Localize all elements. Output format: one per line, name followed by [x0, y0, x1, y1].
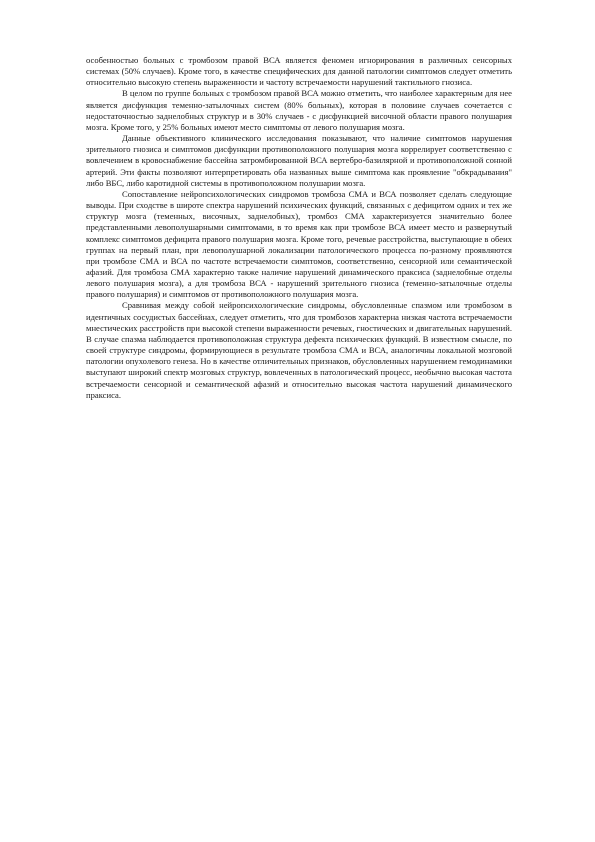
paragraph-3: Данные объективного клинического исследования показывают, что наличие симптомов нарушения зрительного гнозиса и симптомов дисфункции противоположного полушария мозга коррелирует соответственно с вовлечением в кровоснабжение бассейна затромбированной ВСА вертебро-базилярной и противоположной сонной артерий. Эти факты позволяют интерпретировать оба названных выше симптома как проявление "обкрадывания" либо ВБС, либо каротидной системы в противоположном полушарии мозга. [86, 133, 512, 188]
paragraph-1: особенностью больных с тромбозом правой ВСА является феномен игнорирования в различных сенсорных системах (50% случаев). Кроме того, в качестве специфических для данной патологии симптомов следует отметить относительно высокую степень выраженности и частоту встречаемости нарушений тактильного гнозиса. [86, 55, 512, 88]
document-page [86, 55, 512, 401]
paragraph-4: Сопоставление нейропсихологических синдромов тромбоза СМА и ВСА позволяет сделать следующие выводы. При сходстве в широте спектра нарушений психических функций, связанных с дефицитом одних и тех же структур мозга (теменных, височных, заднелобных), тромбоз СМА характеризуется значительно более представленными левополушарными симптомами, в то время как при тромбозе ВСА имеет место и развернутый комплекс симптомов дефицита правого полушария мозга. Кроме того, речевые расстройства, выступающие в обеих группах на первый план, при левополушарной локализации патологического процесса по-разному проявляются при тромбозе СМА и ВСА по частоте встречаемости симптомов, соответственно, сенсорной или семантической афазий. Для тромбоза СМА характерно также наличие нарушений динамического праксиса (заднелобные отделы левого полушария мозга), а для тромбоза ВСА - нарушений зрительного гнозиса (теменно-затылочные отделы правого полушария) и симптомов от противоположного полушария мозга. [86, 188, 512, 300]
paragraph-5: Сравнивая между собой нейропсихологические синдромы, обусловленные спазмом или тромбозом в идентичных сосудистых бассейнах, следует отметить, что для тромбозов характерна низкая частота встречаемости мнестических расстройств при высокой степени выраженности речевых, гностических и двигательных нарушений. В случае спазма наблюдается противоположная структура дефекта психических функций. В известном смысле, по своей структуре синдромы, формирующиеся в результате тромбоза СМА и ВСА, аналогичны локальной мозговой патологии опухолевого генеза. Но в качестве отличительных признаков, обусловленных нарушением гемодинамики выступают широкий спектр мозговых структур, вовлеченных в патологический процесс, необычно высокая частота встречаемости сенсорной и семантической афазий и относительно высокая частота нарушений динамического праксиса. [86, 300, 512, 400]
paragraph-2: В целом по группе больных с тромбозом правой ВСА можно отметить, что наиболее характерным для нее является дисфункция теменно-затылочных систем (80% больных), которая в половине случаев сочетается с недостаточностью заднелобных структур и в 30% случаев - с дисфункцией височной области правого полушария мозга. Кроме того, у 25% больных имеют место симптомы от левого полушария мозга. [86, 88, 512, 132]
